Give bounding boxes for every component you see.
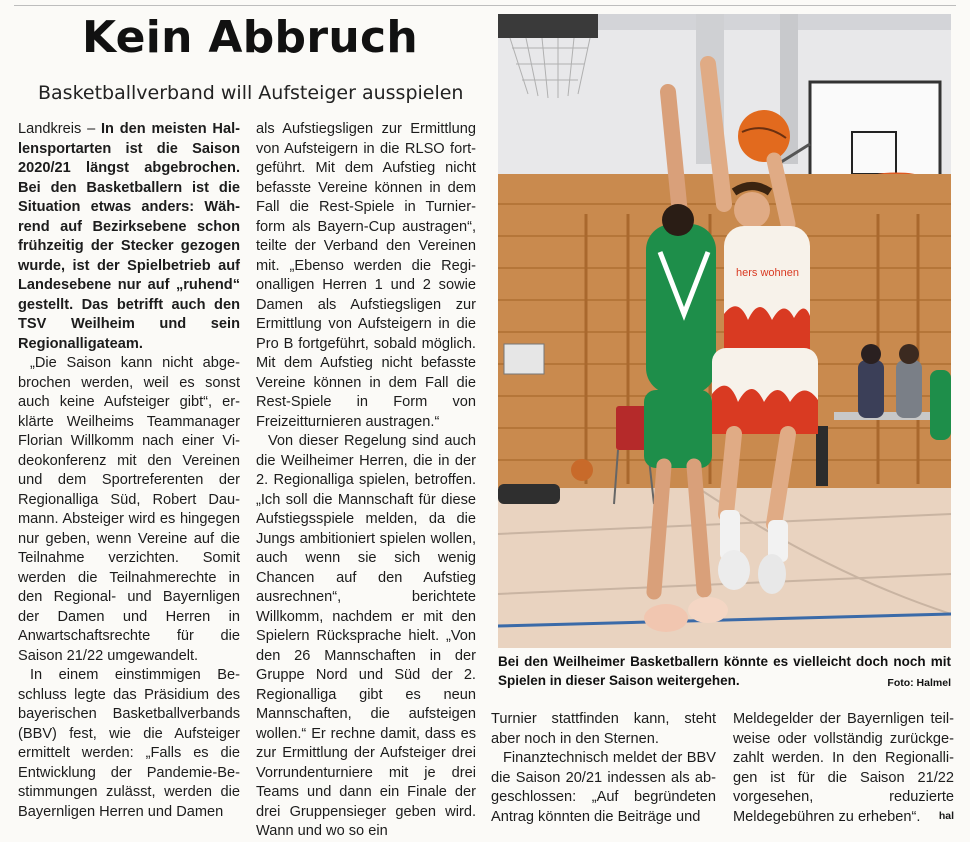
jersey-text: hers wohnen <box>736 267 799 279</box>
paragraph: Von dieser Regelung sind auch die Weilheimer Herren, die in der 2. Regionalliga spielen, betroffen. „Ich soll die Mannschaft für diese Aufstiegsspiele melden, da die Jungs ambitioniert spielen wollen, auch wenn sie sich wenig Chancen auf den Aufstieg ausrechnen“, berichtete Willkomm, nachdem er mit den Spielern Rücksprache hielt. „Von den 26 Mannschaften in der Gruppe Nord und Süd der 2. Regionalliga gibt es neun Mannschaften, die aufsteigen wollen.“ Er rechne damit, dass es zur Ermittlung der Aufsteiger drei Vorrundenturniere mit je drei Teams und dann ein Finale der drei Gruppensieger geben wird. Wann und wo so ein <box>256 433 476 839</box>
dateline: Landkreis – <box>18 121 96 137</box>
author-initials: hal <box>938 810 954 822</box>
article-column-2 <box>256 120 476 842</box>
lead-paragraph <box>18 120 240 354</box>
paragraph: Finanztechnisch meldet der BBV die Saison 20/21 indessen als abgeschlossen: „Auf begründeten Antrag könnten die Beiträge und <box>491 750 716 825</box>
paragraph: als Aufstiegsligen zur Ermittlung von Aufsteigern in die RLSO fortgeführt. Mit dem Aufstieg nicht befasste Vereine können in dem Fall die Rest-Spiele in Turnierform als Bayern-Cup austragen“, teilte der Verband den Vereinen mit. „Ebenso werden die Regionalligen Herren 1 und 2 sowie Damen als Aufstiegsligen zur Ermittlung von Aufsteigern in die Pro B fortgeführt, sobald möglich. Mit dem Aufstieg nicht befasste Vereine können in dem Fall die Rest-Spiele in Form von Freizeitturnieren austragen.“ <box>256 121 476 430</box>
subheadline: Basketballverband will Aufsteiger ausspielen <box>38 82 464 104</box>
caption-text: Bei den Weilheimer Basketballern könnte es vielleicht doch noch mit Spielen in dieser Saison weitergehen. <box>498 654 951 688</box>
basketball-photo <box>498 14 951 648</box>
photo-credit: Foto: Halmel <box>887 677 951 689</box>
photo-caption <box>498 652 951 693</box>
article-column-3 <box>491 710 716 827</box>
article-column-4 <box>733 710 954 827</box>
headline: Kein Abbruch <box>82 12 418 63</box>
paragraph: Meldegelder der Bayernligen teilweise oder vollständig zurückgezahlt werden. In den Regionalligen ist für die Saison 21/22 vorgesehen, reduzierte Meldegebühren zu erheben“. <box>733 711 954 825</box>
paragraph: In einem einstimmigen Beschluss legte das Präsidium des bayerischen Basketballverbands (BBV) fest, wie die Aufsteiger ermittelt werden: „Falls es die Entwicklung der Pandemie-Bestimmungen zulässt, werden die Bayernligen Herren und Damen <box>18 667 240 820</box>
paragraph: Turnier stattfinden kann, steht aber noch in den Sternen. <box>491 711 716 747</box>
lead-text: In den meisten Hallensportarten ist die Saison 2020/21 längst abgebrochen. Bei den Basketballern ist die Situation etwas anders: Während auf Bezirksebene schon frühzeitig der Stecker gezogen wurde, ist der Spielbetrieb auf Landesebene nur auf „ruhend“ gestellt. Das betrifft auch den TSV Weilheim und sein Regionalligateam. <box>18 121 240 352</box>
article-column-1 <box>18 120 240 822</box>
top-rule <box>14 5 956 6</box>
paragraph: „Die Saison kann nicht abgebrochen werden, weil es sonst auch keine Aufsteiger gibt“, erklärte Weilheims Teammanager Florian Willkomm nach einer Videokonferenz mit den Vereinen und dem Sportreferenten der Regionalliga Süd, Robert Daumann. Absteiger wird es hingegen nur geben, wenn Vereine auf die Teilnahme verzichten. Somit werden die Teilnahmerechte in den Regional- und Bayernligen der Damen und Herren in Anwartschaftsrechte für die Saison 21/22 umgewandelt. <box>18 355 240 664</box>
